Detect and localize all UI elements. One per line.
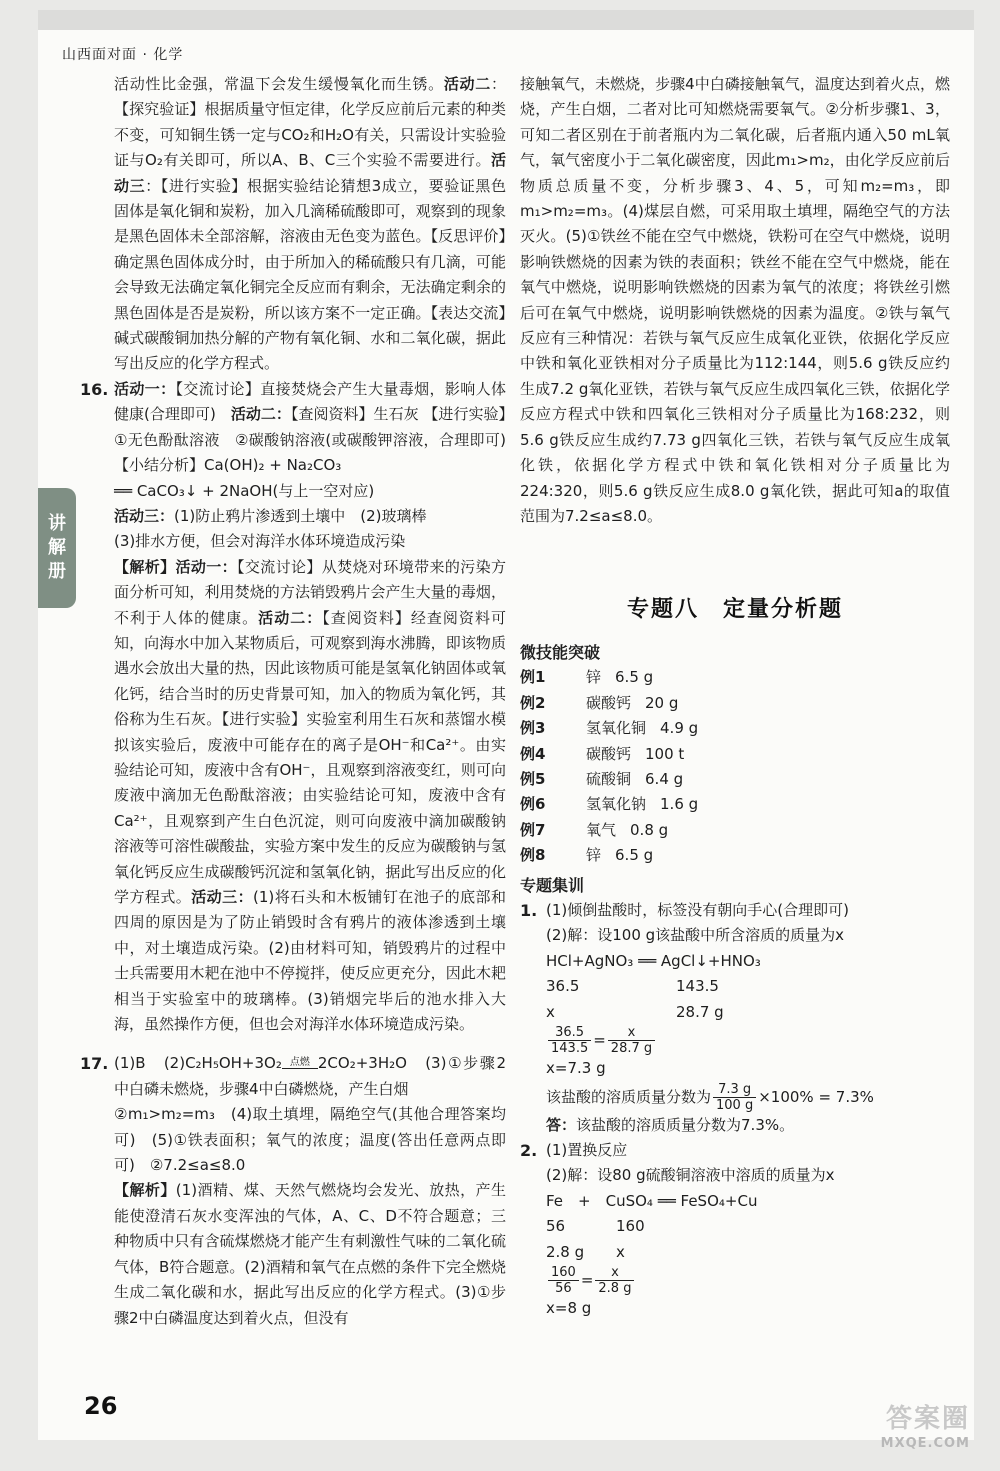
question-17-number: 17. <box>80 1054 109 1074</box>
t1-result: x=7.3 g <box>546 1059 606 1078</box>
page-number: 26 <box>84 1392 118 1420</box>
q16-analysis: 【解析】活动一：【交流讨论】从焚烧对环境带来的污染方面分析可知，利用焚烧的方法销毁鸦片会产生大量的毒烟，不利于人体的健康。活动二：【查阅资料】经查阅资料可知，向海水中加入某物质后，可观察到海水沸腾，即该物质遇水会放出大量的热，因此该物质可能是氢氧化钠固体或氧化钙，结合当时的历史背景可知，加入的物质为氧化钙，其俗称为生石灰。【进行实验】实验室利用生石灰和蒸馏水模拟该实验后，废液中可能存在的离子是OH⁻和Ca²⁺。由实验结论可知，废液中含有OH⁻，且观察到溶液变红，则可向废液中滴加无色酚酞溶液；由实验结论可知，废液中含有Ca²⁺，且观察到产生白色沉淀，则可向废液中滴加碳酸钠溶液等可溶性碳酸盐，实验方案中发生的反应为碳酸钠与氢氧化钙反应生成碳酸钙沉淀和氢氧化钠，据此写出反应的化学方程式。活动三：(1)将石头和木板铺钉在池子的底部和四周的原因是为了防止销毁时含有鸦片的液体渗透到土壤中，对土壤造成污染。(2)由材料可知，销毁鸦片的过程中士兵需要用木耙在池中不停搅拌，使反应更充分，因此木耙相当于实验室中的玻璃棒。(3)销烟完毕后的池水排入大海，虽然操作方便，但也会对海洋水体环境造成污染。 <box>114 557 506 1034</box>
t2-part-2: (2)解：设80 g硫酸铜溶液中溶质的质量为x <box>546 1166 835 1185</box>
t2-masses: 56 160 <box>546 1217 645 1236</box>
t2-proportion: $\frac{160}{56}$ = $\frac{x}{2.8 g}$ <box>546 1265 950 1296</box>
example-item: 例7 氧气 0.8 g <box>520 820 669 839</box>
t2-equation: Fe + CuSO₄ ══ FeSO₄+Cu <box>546 1191 758 1210</box>
page-header: 山西面对面 · 化学 <box>62 47 184 63</box>
q16-activity-3: 活动三：(1)防止鸦片渗透到土壤中 (2)玻璃棒 <box>114 506 427 525</box>
examples-list <box>520 665 950 868</box>
t1-masses: 36.5 143.5 <box>546 977 719 996</box>
example-item: 例3 氢氧化铜 4.9 g <box>520 719 699 738</box>
q17-answer-2: ②m₁>m₂=m₃ (4)取土填埋，隔绝空气(其他合理答案均可) (5)①铁表面积；氧气的浓度；温度(答出任意两点即可) ②7.2≤a≤8.0 <box>114 1105 506 1175</box>
q17-analysis: 【解析】(1)酒精、煤、天然气燃烧均会发光、放热，产生能使澄清石灰水变浑浊的气体，A、C、D不符合题意；三种物质中只有含硫煤燃烧才能产生有刺激性气味的二氧化硫气体，B符合题意。(2)酒精和氧气在点燃的条件下完全燃烧生成二氧化碳和水，据此写出反应的化学方程式。(3)①步骤2中白磷温度达到着火点，但没有 <box>114 1181 506 1327</box>
t1-proportion: $\frac{36.5}{143.5}$ = $\frac{x}{28.7 g}$ <box>546 1025 950 1056</box>
t1-percent: 该盐酸的溶质质量分数为 $\frac{7.3 g}{100 g}$ ×100% = 7.3% <box>546 1081 874 1113</box>
side-tab[interactable] <box>38 488 76 608</box>
continued-paragraph: 活动性比金强，常温下会发生缓慢氧化而生锈。活动二：【探究验证】根据质量守恒定律，化学反应前后元素的种类不变，可知铜生锈一定与CO₂和H₂O有关，只需设计实验验证与O₂有关即可，所以A、B、C三个实验不需要进行。活动三：【进行实验】根据实验结论猜想3成立，要验证黑色固体是氧化铜和炭粉，加入几滴稀硫酸即可，观察到的现象是黑色固体未全部溶解，溶液由无色变为蓝色。【反思评价】确定黑色固体成分时，由于所加入的稀硫酸只有几滴，可能会导致无法确定氧化铜完全反应而有剩余，无法确定剩余的黑色固体是否是炭粉，所以该方案不一定正确。【表达交流】碱式碳酸铜加热分解的产物有氧化铜、水和二氧化碳，据此写出反应的化学方程式。 <box>114 75 506 373</box>
example-item: 例6 氢氧化钠 1.6 g <box>520 795 699 814</box>
t2-unknowns: 2.8 g x <box>546 1242 625 1261</box>
question-16-number: 16. <box>80 379 109 399</box>
q16-answer: 活动一：【交流讨论】直接焚烧会产生大量毒烟，影响人体健康(合理即可) 活动二：【查阅资料】生石灰 【进行实验】①无色酚酞溶液 ②碳酸钠溶液(或碳酸钾溶液，合理即可) 【小结分析】Ca(OH)₂ + Na₂CO₃ <box>114 379 522 475</box>
example-item: 例2 碳酸钙 20 g <box>520 693 679 712</box>
side-tab-label-1: 讲 <box>48 513 66 534</box>
reaction-condition: 点燃 <box>282 1058 318 1069</box>
example-item: 例4 碳酸钙 100 t <box>520 744 685 763</box>
q16-activity-3b: (3)排水方便，但会对海洋水体环境造成污染 <box>114 532 406 551</box>
t1-equation: HCl+AgNO₃ ══ AgCl↓+HNO₃ <box>546 951 761 970</box>
right-lower <box>520 640 950 1321</box>
continued-analysis: 接触氧气，未燃烧，步骤4中白磷接触氧气，温度达到着火点，燃烧，产生白烟，二者对比可知燃烧需要氧气。②分析步骤1、3，可知二者区别在于前者瓶内为二氧化碳，后者瓶内通入50 mL氧气，氧气密度小于二氧化碳密度，因此m₁>m₂，由化学反应前后物质总质量不变，分析步骤3、4、5，可知m₂=m₃，即m₁>m₂=m₃。(4)煤层自燃，可采用取土填埋，隔绝空气的方法灭火。(5)①铁丝不能在空气中燃烧，铁粉可在空气中燃烧，说明影响铁燃烧的因素为铁的表面积；铁丝不能在空气中燃烧，能在氧气中燃烧，说明影响铁燃烧的因素为氧气的浓度；将铁丝引燃后可在氧气中燃烧，说明影响铁燃烧的因素为温度。②铁与氧气反应有三种情况：若铁与氧气反应生成氧化亚铁，依据化学反应中铁和氧化亚铁相对分子质量比为112:144，则5.6 g铁反应约生成7.2 g氧化亚铁，若铁与氧气反应生成四氧化三铁，依据化学反应方程式中铁和四氧化三铁相对分子质量比为168:232，则5.6 g铁反应生成约7.73 g四氧化三铁，若铁与氧气反应生成氧化铁，依据化学方程式中铁和氧化铁相对分子质量比为224:320，则5.6 g铁反应生成8.0 g氧化铁，据此可知a的取值范围为7.2≤a≤8.0。 <box>520 75 950 525</box>
example-item: 例1 锌 6.5 g <box>520 668 654 687</box>
training-1-number: 1. <box>520 901 538 921</box>
watermark-logo: 答案圈 <box>885 1404 970 1434</box>
t1-part-1: (1)倾倒盐酸时，标签没有朝向手心(合理即可) <box>546 901 849 920</box>
left-column <box>80 72 522 1331</box>
example-item: 例5 硫酸铜 6.4 g <box>520 770 684 789</box>
t1-answer: 答：该盐酸的溶质质量分数为7.3%。 <box>546 1115 795 1134</box>
t2-part-1: (1)置换反应 <box>546 1140 628 1159</box>
side-tab-label-3: 册 <box>48 561 66 582</box>
training-2-number: 2. <box>520 1140 538 1160</box>
top-bar <box>38 10 974 30</box>
training-question-1 <box>520 898 950 1138</box>
q17-answer: (1)B (2)C₂H₅OH+3O₂ 点燃 2CO₂+3H₂O (3)①步骤2中白磷未燃烧，步骤4中白磷燃烧，产生白烟 <box>114 1054 506 1098</box>
example-item: 例8 锌 6.5 g <box>520 846 654 865</box>
q16-equation: ══ CaCO₃↓ + 2NaOH(与上一空对应) <box>114 481 375 500</box>
training-question-2 <box>520 1138 950 1321</box>
question-16 <box>80 377 522 1038</box>
watermark-url: MXQE.COM <box>880 1436 970 1451</box>
side-tab-label-2: 解 <box>48 537 66 558</box>
micro-skill-heading: 微技能突破 <box>520 643 601 662</box>
t1-part-2: (2)解：设100 g该盐酸中所含溶质的质量为x <box>546 926 845 945</box>
section-title: 专题八 定量分析题 <box>626 597 843 622</box>
special-training-heading: 专题集训 <box>520 875 585 895</box>
t2-result: x=8 g <box>546 1298 592 1317</box>
t1-unknowns: x 28.7 g <box>546 1002 724 1021</box>
right-column <box>520 72 950 529</box>
question-17 <box>80 1051 506 1330</box>
